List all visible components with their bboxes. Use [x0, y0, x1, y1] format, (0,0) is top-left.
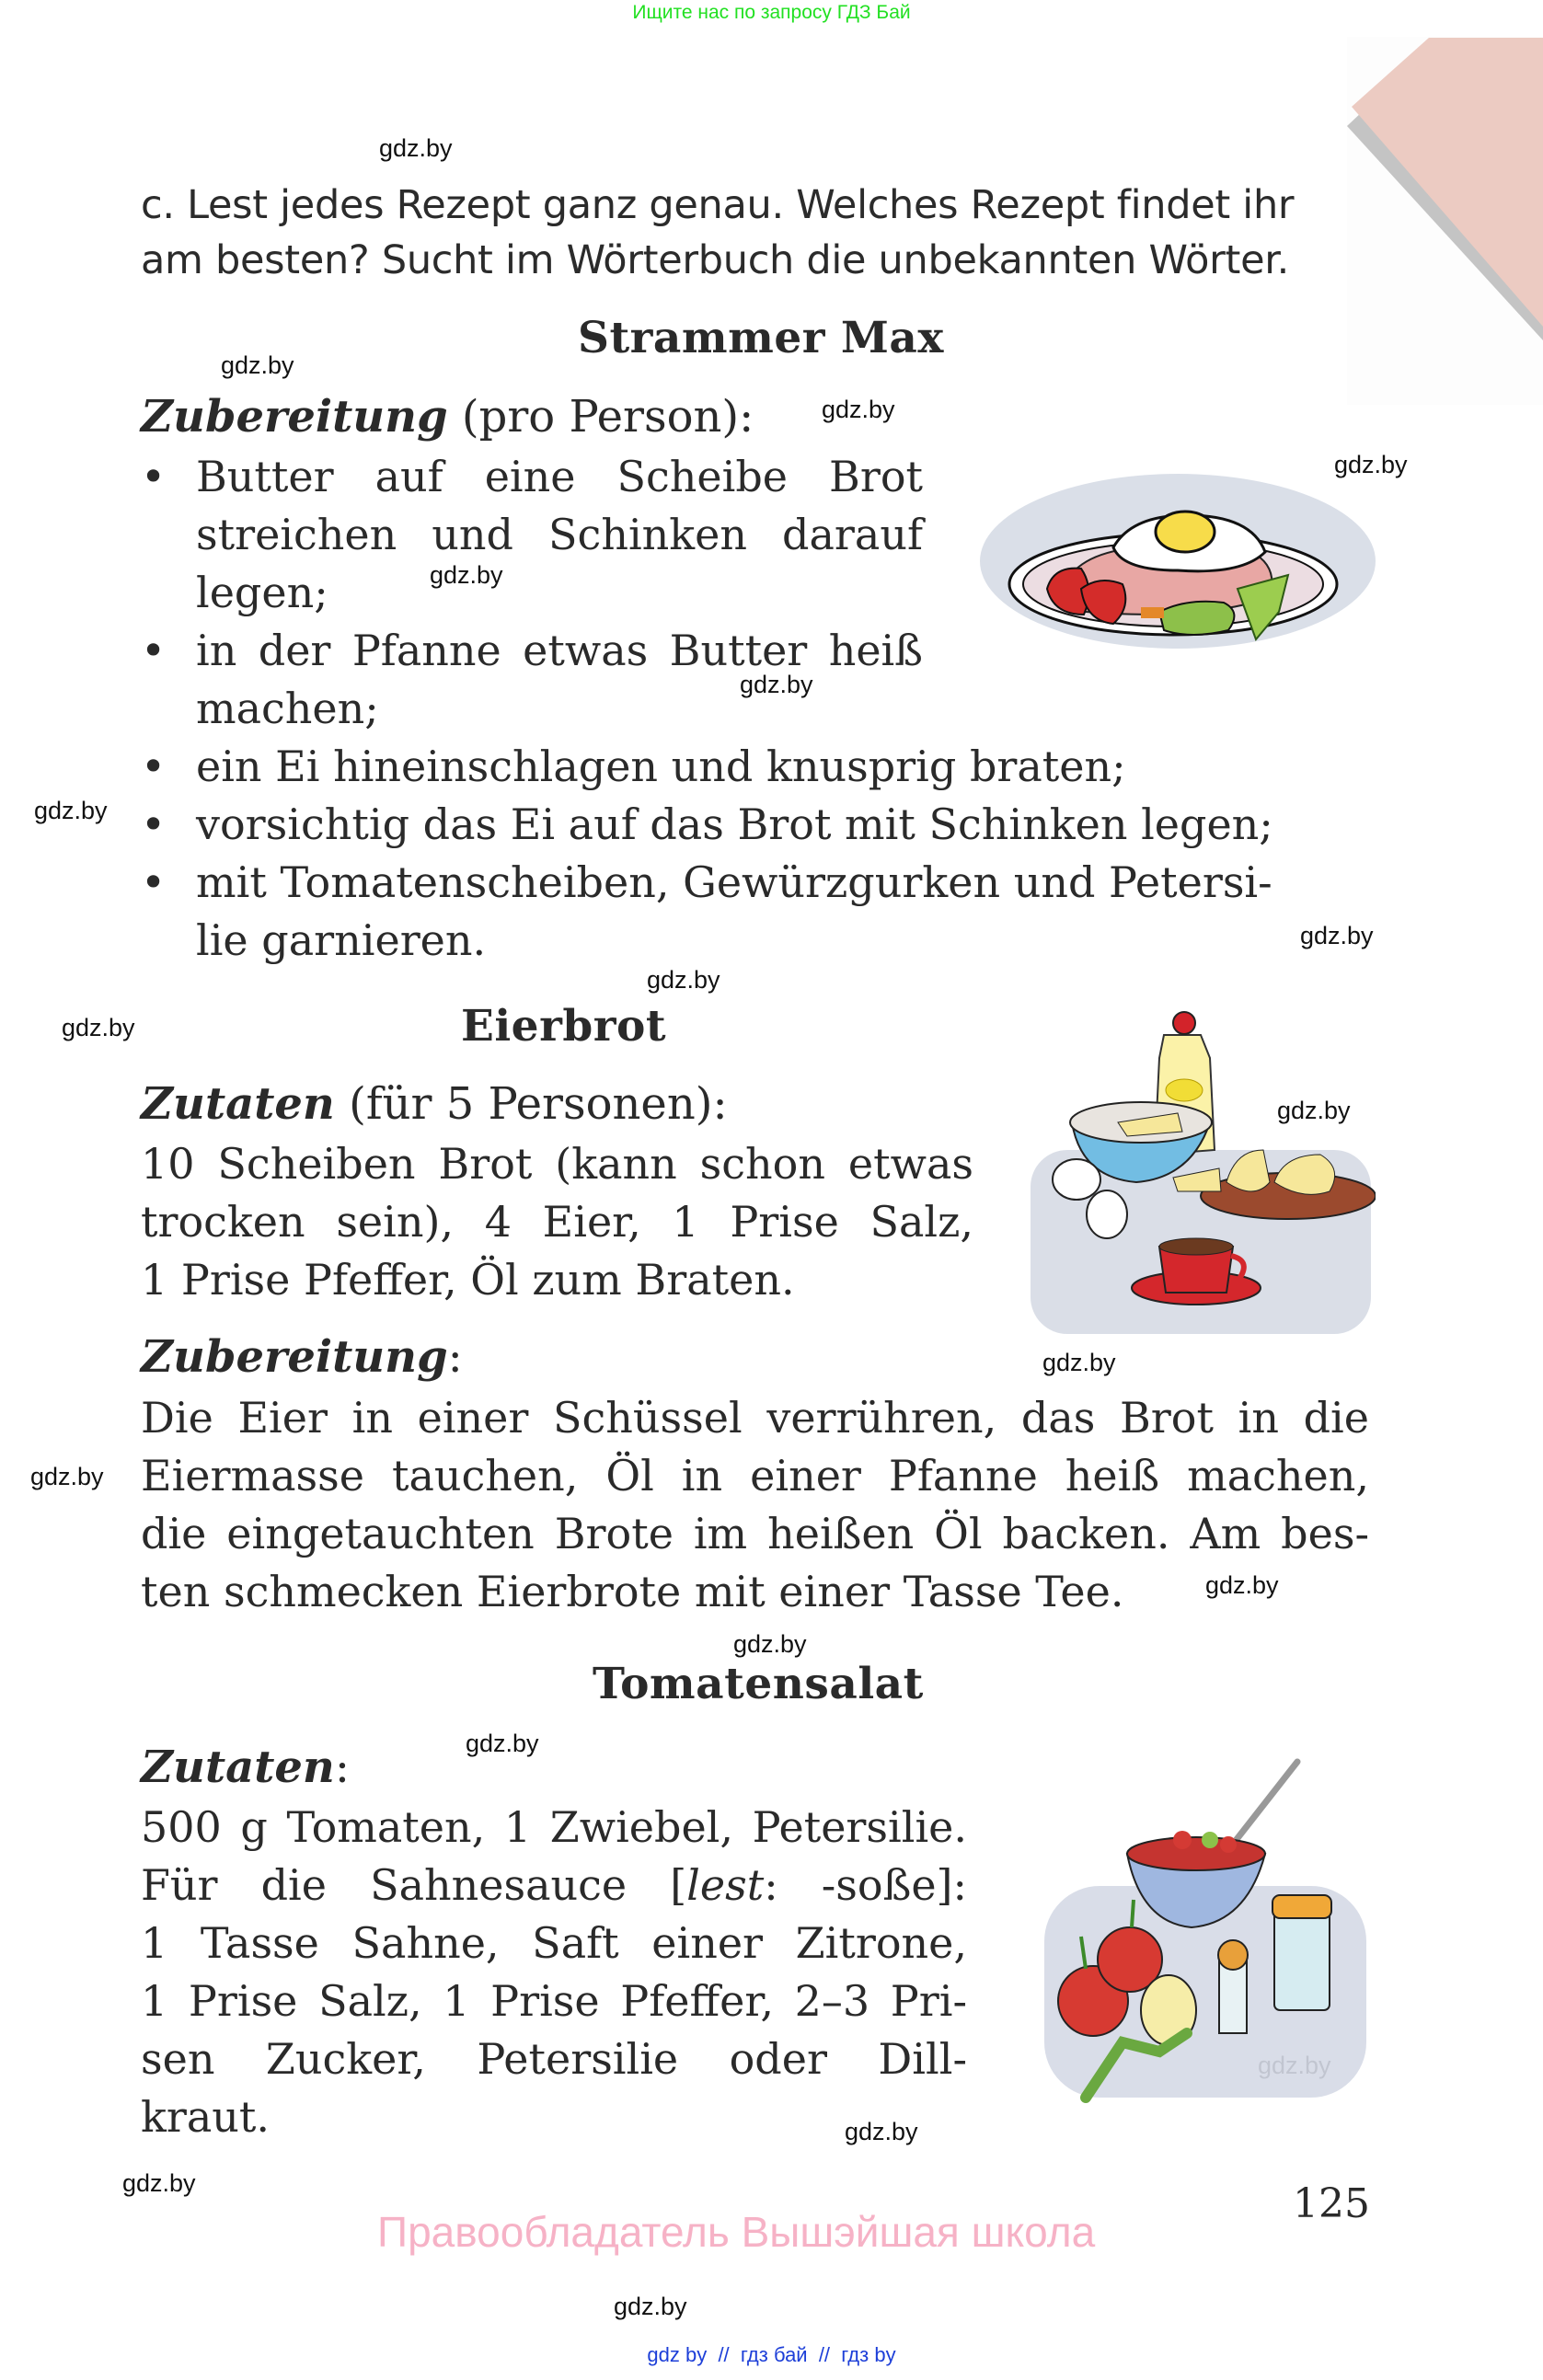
ingredients-line: 10 Scheiben Brot (kann schon etwas — [141, 1139, 973, 1189]
watermark: gdz.by — [466, 1730, 539, 1757]
watermark: gdz.by — [221, 351, 294, 379]
page-number: 125 — [1293, 2180, 1370, 2227]
recipe-title-strammer-max: Strammer Max — [578, 313, 944, 363]
prep-line: ten schmecken Eierbrote mit einer Tasse Tee. — [141, 1567, 1124, 1616]
bullet: • — [141, 626, 167, 675]
step-line: vorsichtig das Ei auf das Brot mit Schinken legen; — [196, 799, 1273, 849]
ingredients-heading: Zutaten: — [141, 1742, 350, 1793]
prep-label: Zubereitung — [141, 391, 448, 443]
watermark: gdz.by — [1205, 1571, 1279, 1599]
watermark: gdz.by — [34, 797, 108, 824]
ingredients-line: Für die Sahnesauce [lest: -soße]: — [141, 1860, 968, 1910]
ingredients-note: (für 5 Personen): — [334, 1078, 728, 1130]
egg-bread-image — [1026, 984, 1376, 1343]
copyright-notice: Правообладатель Вышэйшая школа — [377, 2208, 1096, 2256]
step-line: machen; — [196, 684, 379, 733]
prep-label: Zubereitung — [141, 1331, 448, 1383]
bullet: • — [141, 452, 167, 501]
watermark: gdz.by — [845, 2118, 918, 2145]
step-line: legen; — [196, 568, 328, 617]
fried-egg-plate-image — [975, 451, 1380, 662]
prep-heading: Zubereitung: — [141, 1331, 463, 1383]
step-line: mit Tomatenscheiben, Gewürzgurken und Petersi- — [196, 857, 1272, 907]
watermark: gdz.by — [379, 134, 453, 162]
prep-line: Eiermasse tauchen, Öl in einer Pfanne heiß machen, — [141, 1451, 1369, 1500]
watermark: gdz.by — [30, 1463, 104, 1490]
ingredients-line: 1 Prise Pfeffer, Öl zum Braten. — [141, 1255, 795, 1305]
footer-links[interactable]: gdz by // гдз бай // гдз by — [647, 2343, 896, 2366]
task-instruction-line-1: c. Lest jedes Rezept ganz genau. Welches Rezept findet ihr — [141, 182, 1295, 228]
ingredients-label: Zutaten — [141, 1742, 335, 1793]
prep-line: die eingetauchten Brote im heißen Öl backen. Am bes- — [141, 1509, 1369, 1558]
ingredients-line: 1 Prise Salz, 1 Prise Pfeffer, 2–3 Pri- — [141, 1976, 967, 2026]
watermark: gdz.by — [1300, 922, 1374, 949]
recipe-title-tomatensalat: Tomatensalat — [593, 1659, 924, 1709]
watermark: gdz.by — [822, 396, 895, 423]
search-hint-banner: Ищите нас по запросу ГДЗ Бай — [632, 2, 911, 23]
step-line: Butter auf eine Scheibe Brot — [196, 452, 923, 501]
ingredients-line: 500 g Tomaten, 1 Zwiebel, Petersilie. — [141, 1802, 967, 1852]
watermark: gdz.by — [740, 671, 813, 698]
prep-note: (pro Person): — [447, 391, 754, 443]
prep-line: Die Eier in einer Schüssel verrühren, das Brot in die — [141, 1393, 1369, 1443]
ingredients-line: 1 Tasse Sahne, Saft einer Zitrone, — [141, 1918, 967, 1968]
watermark: gdz.by — [430, 561, 503, 589]
step-line: ein Ei hineinschlagen und knusprig braten; — [196, 742, 1126, 791]
recipe-title-eierbrot: Eierbrot — [461, 1001, 667, 1052]
step-line: streichen und Schinken darauf — [196, 510, 923, 559]
ingredients-line: sen Zucker, Petersilie oder Dill- — [141, 2034, 967, 2084]
prep-heading — [141, 391, 754, 443]
ingredients-line: trocken sein), 4 Eier, 1 Prise Salz, — [141, 1197, 973, 1247]
step-line: in der Pfanne etwas Butter heiß — [196, 626, 923, 675]
bullet: • — [141, 742, 167, 791]
task-instruction-line-2: am besten? Sucht im Wörterbuch die unbekannten Wörter. — [141, 237, 1290, 283]
ingredients-heading — [141, 1078, 728, 1130]
bullet: • — [141, 799, 167, 849]
watermark: gdz.by — [647, 966, 720, 994]
watermark: gdz.by — [614, 2293, 687, 2320]
tomato-salad-image — [1031, 1748, 1380, 2116]
watermark: gdz.by — [733, 1630, 807, 1658]
ingredients-line: kraut. — [141, 2092, 271, 2142]
watermark: gdz.by — [1042, 1349, 1116, 1376]
watermark: gdz.by — [62, 1014, 135, 1041]
watermark: gdz.by — [122, 2169, 196, 2197]
watermark: gdz.by — [1334, 451, 1408, 478]
watermark: gdz.by — [1277, 1097, 1351, 1124]
ingredients-label: Zutaten — [141, 1078, 335, 1130]
step-line: lie garnieren. — [196, 915, 487, 965]
bullet: • — [141, 857, 167, 907]
